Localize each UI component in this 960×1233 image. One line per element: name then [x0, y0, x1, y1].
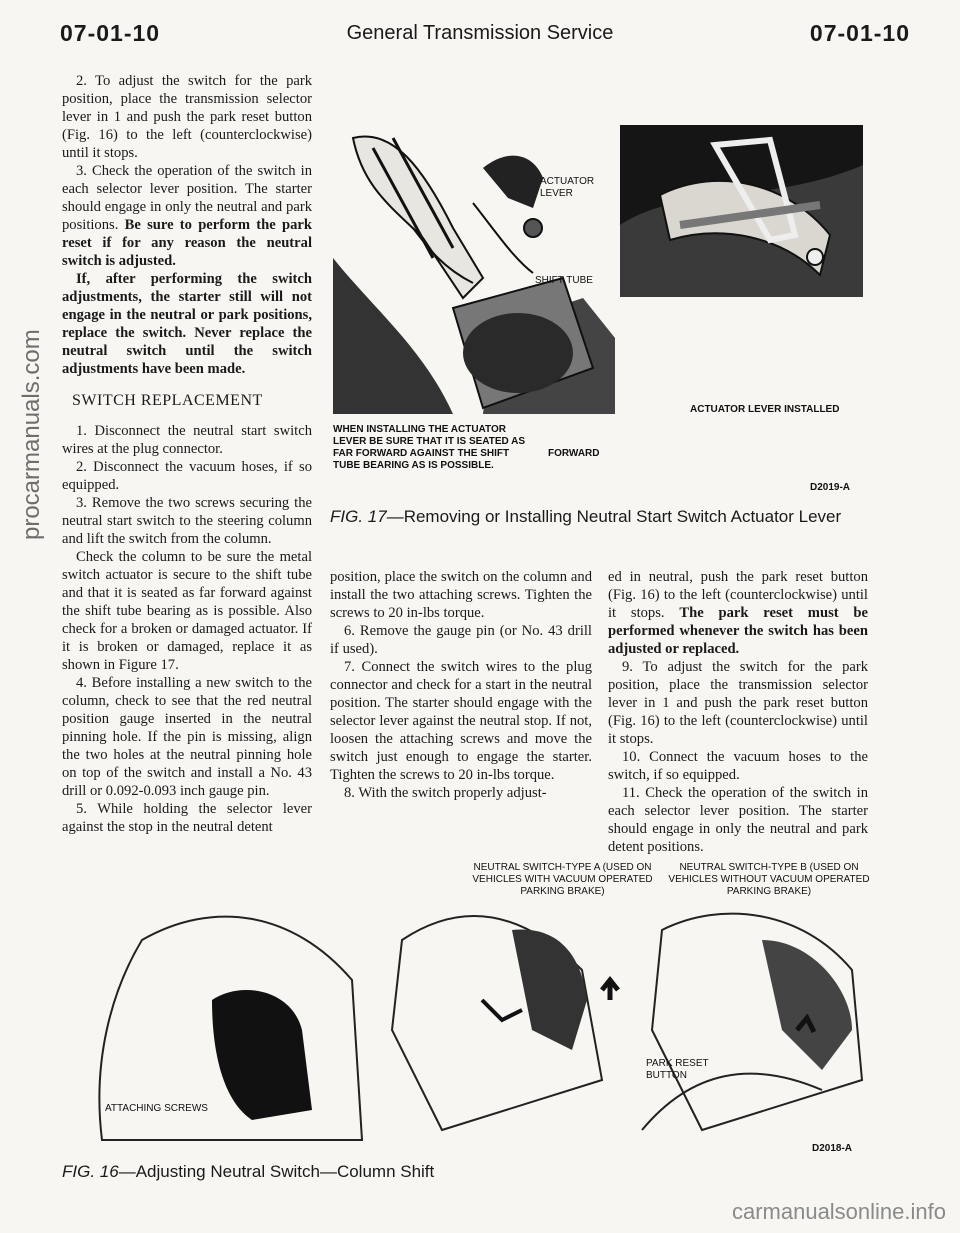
- continued-paragraph: position, place the switch on the column and install the two attaching screws. Tighten the screws to 20 in-lbs torque.: [330, 569, 592, 621]
- replace-step-3: 3. Remove the two screws securing the neutral start switch to the steering column and lift the switch from the column.: [62, 495, 312, 547]
- replace-step-7: 7. Connect the switch wires to the plug connector and check for a start in the neutral position. The starter should engage with the selector lever against the neutral stop. If not, loosen the attaching screws and move the switch just enough to engage the starter. Tighten the screws to 20 in-lbs torque.: [330, 659, 592, 783]
- replace-step-8: 8. With the switch properly adjust-: [344, 785, 547, 801]
- replace-check-paragraph: Check the column to be sure the metal switch actuator is secure to the shift tube and that it is seated as far forward against the shift tube bearing as is possible. Also check for a broken or damaged actuator. If it is broken or damaged, replace it as shown in Figure 17.: [62, 549, 312, 673]
- page-number-right: 07-01-10: [809, 20, 910, 46]
- fig16-caption-text: —Adjusting Neutral Switch—Column Shift: [118, 1162, 435, 1181]
- fig17-label-shift-tube: SHIFT TUBE: [535, 275, 593, 286]
- fig17-label-actuator-lever: ACTUATOR LEVER: [540, 176, 595, 199]
- fig17-caption: [330, 507, 841, 527]
- fig17-caption-number: FIG. 17: [330, 507, 387, 526]
- fig16-label-attaching-screws: ATTACHING SCREWS: [105, 1103, 208, 1114]
- replace-step-2: 2. Disconnect the vacuum hoses, if so equipped.: [62, 459, 312, 493]
- replace-step-1: 1. Disconnect the neutral start switch wires at the plug connector.: [62, 423, 312, 457]
- fig16-label-type-b: NEUTRAL SWITCH-TYPE B (USED ON VEHICLES WITHOUT VACUUM OPERATED PARKING BRAKE): [668, 862, 870, 897]
- replace-step-10: 10. Connect the vacuum hoses to the switch, if so equipped.: [608, 749, 868, 783]
- fig17-code: D2019-A: [810, 482, 851, 493]
- fig16-code: D2018-A: [812, 1143, 853, 1154]
- step-3-paragraph: [62, 162, 312, 270]
- replace-warning-paragraph: [62, 270, 312, 378]
- section-heading: SWITCH REPLACEMENT: [72, 392, 263, 409]
- fig16-caption-number: FIG. 16: [62, 1162, 119, 1181]
- text-column-1: [62, 72, 312, 836]
- fig17-installed-illustration: [620, 125, 863, 297]
- fig17-label-installed: ACTUATOR LEVER INSTALLED: [690, 404, 840, 415]
- bottom-watermark: carmanualsonline.info: [731, 1199, 946, 1224]
- fig17-removal-illustration: [333, 108, 615, 414]
- page-title: General Transmission Service: [346, 22, 614, 44]
- park-reset-warning: The park reset must be performed whenever the switch has been adjusted or replaced.: [608, 605, 868, 657]
- continued-paragraph-2: [608, 568, 868, 658]
- replace-warning: If, after performing the switch adjustments, the starter still will not engage in the neutral or park positions, replace the switch. Never replace the neutral switch until the switch adjustments have been made.: [62, 271, 312, 377]
- replace-step-9: 9. To adjust the switch for the park position, place the transmission selector lever in 1 and push the park reset button (Fig. 16) to the left (counterclockwise) until it stops.: [608, 659, 868, 747]
- fig17-label-forward: FORWARD: [548, 448, 600, 459]
- text-column-3: [608, 568, 868, 856]
- step-2-paragraph: 2. To adjust the switch for the park position, place the transmission selector lever in 1 and push the park reset button (Fig. 16) to the left (counterclockwise) until it stops.: [62, 73, 312, 161]
- fig16-label-type-a: NEUTRAL SWITCH-TYPE A (USED ON VEHICLES WITH VACUUM OPERATED PARKING BRAKE): [472, 862, 653, 897]
- replace-step-6: 6. Remove the gauge pin (or No. 43 drill if used).: [330, 623, 592, 657]
- text-column-2: [330, 568, 592, 802]
- page-number-left: 07-01-10: [60, 20, 161, 46]
- replace-step-4: 4. Before installing a new switch to the column, check to see that the red neutral position gauge inserted in the neutral pinning hole. If the pin is missing, align the two holes at the neutral pinning hole on top of the switch and install a No. 43 drill or 0.092-0.093 inch gauge pin.: [62, 675, 312, 799]
- side-watermark: procarmanuals.com: [18, 329, 45, 540]
- fig16-label-park-reset: PARK RESET BUTTON: [646, 1058, 709, 1081]
- replace-step-11: 11. Check the operation of the switch in each selector lever position. The starter should engage in only the neutral and park detent positions.: [608, 785, 868, 855]
- continued-text: ed in neutral, push the park reset button (Fig. 16) to the left (counterclockwise) until it stops.: [608, 569, 868, 621]
- replace-step-5: 5. While holding the selector lever against the stop in the neutral detent: [62, 801, 312, 835]
- fig17-label-installing-note: WHEN INSTALLING THE ACTUATOR LEVER BE SURE THAT IT IS SEATED AS FAR FORWARD AGAINST THE SHIFT TUBE BEARING AS IS POSSIBLE.: [333, 424, 526, 471]
- fig16-caption: [62, 1162, 434, 1182]
- fig17-caption-text: —Removing or Installing Neutral Start Switch Actuator Lever: [386, 507, 842, 526]
- step-3-warning: Be sure to perform the park reset if for any reason the neutral switch is adjusted.: [62, 217, 312, 269]
- step-3-text: 3. Check the operation of the switch in each selector lever position. The starter should engage in only the neutral and park positions.: [62, 163, 312, 233]
